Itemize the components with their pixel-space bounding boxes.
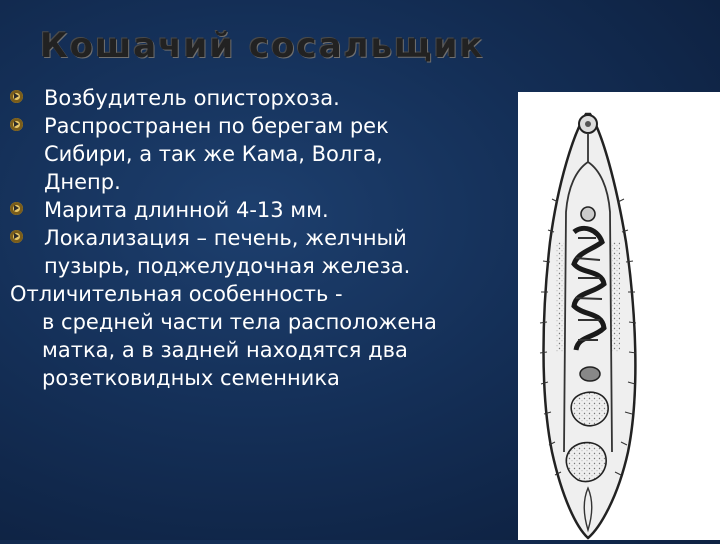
arrow-bullet-icon — [10, 118, 23, 131]
feature-heading: Отличительная особенность - — [10, 282, 343, 306]
bullet-line: Марита длинной 4-13 мм. — [44, 198, 329, 222]
ventral-sucker — [581, 207, 595, 221]
arrow-bullet-icon — [10, 230, 23, 243]
bullet-item — [6, 84, 514, 112]
bullet-item — [6, 224, 514, 280]
bullet-line: Локализация – печень, желчный — [44, 226, 407, 250]
testis-anterior — [571, 392, 608, 426]
bullet-line: пузырь, поджелудочная железа. — [44, 254, 411, 278]
feature-line: матка, а в задней находятся два — [42, 338, 408, 362]
feature-line: розетковидных семенника — [42, 366, 340, 390]
bullet-line: Распространен по берегам рек — [44, 114, 389, 138]
feature-line: в средней части тела расположена — [42, 310, 437, 334]
bullet-item — [6, 196, 514, 224]
bullet-line: Днепр. — [44, 170, 121, 194]
slide-title: Кошачий сосальщик — [40, 26, 485, 66]
fluke-illustration — [518, 92, 720, 540]
bullet-line: Возбудитель описторхоза. — [44, 86, 340, 110]
bullet-line: Сибири, а так же Кама, Волга, — [44, 142, 383, 166]
arrow-bullet-icon — [10, 90, 23, 103]
fluke-drawing — [518, 92, 720, 540]
vitellaria-left — [556, 242, 564, 352]
vitellaria-right — [612, 242, 620, 352]
bullet-item — [6, 112, 514, 196]
arrow-bullet-icon — [10, 202, 23, 215]
ovary — [580, 367, 600, 381]
slide-content — [6, 84, 514, 392]
testis-posterior — [566, 443, 606, 482]
